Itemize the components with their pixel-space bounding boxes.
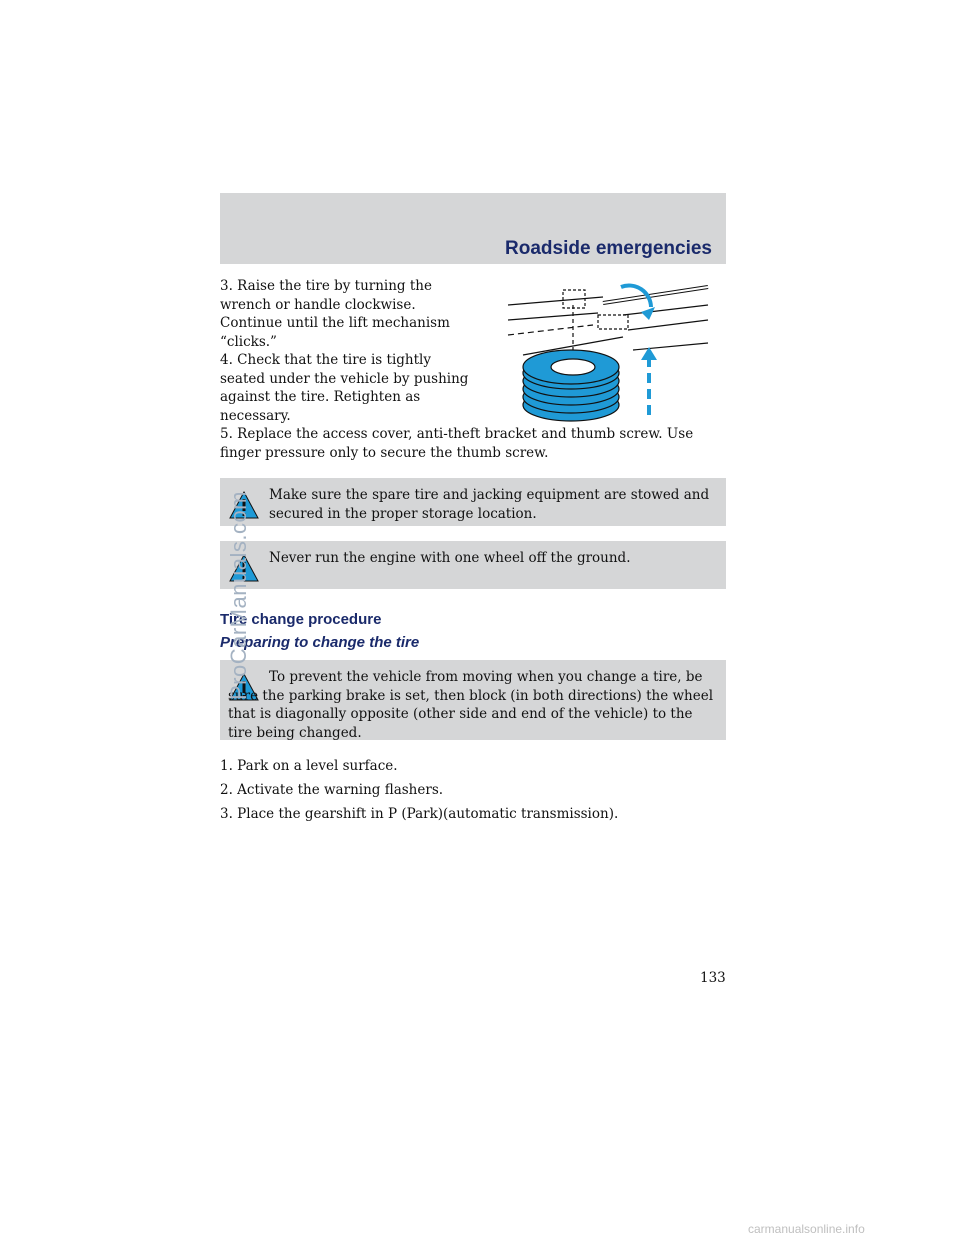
warning-text-stow: Make sure the spare tire and jacking equipment are stowed and secured in the proper storage location. (269, 487, 710, 522)
header-band (220, 193, 726, 264)
page-number: 133 (700, 970, 726, 986)
step-3-text: 3. Raise the tire by turning the wrench or handle clockwise. Continue until the lift mechanism “clicks.” (220, 278, 450, 350)
warning-box-engine (220, 541, 726, 589)
watermark-vertical: ProCarManuals.com (226, 490, 251, 700)
step-5-text: 5. Replace the access cover, anti-theft bracket and thumb screw. Use finger pressure only to secure the thumb screw. (220, 426, 694, 461)
prep-step-2: 2. Activate the warning flashers. (220, 782, 444, 798)
footer-watermark: carmanualsonline.info (748, 1222, 865, 1236)
section-subheading: Preparing to change the tire (220, 634, 420, 651)
warning-text-parking-brake: To prevent the vehicle from moving when you change a tire, be sure the parking brake is set, then block (in both directions) the wheel that is diagonally opposite (other side and end of the vehicle) to the tire being changed. (228, 669, 714, 741)
warning-box-parking-brake (220, 660, 726, 740)
prep-step-1: 1. Park on a level surface. (220, 758, 398, 774)
step-4-text: 4. Check that the tire is tightly seated under the vehicle by pushing against the tire. Retighten as necessary. (220, 352, 469, 424)
spare-tire-illustration (503, 275, 713, 425)
warning-box-stow (220, 478, 726, 526)
warning-text-engine: Never run the engine with one wheel off the ground. (269, 550, 631, 566)
page-title: Roadside emergencies (505, 238, 712, 259)
section-heading: Tire change procedure (220, 611, 382, 628)
prep-step-3: 3. Place the gearshift in P (Park)(automatic transmission). (220, 806, 619, 822)
